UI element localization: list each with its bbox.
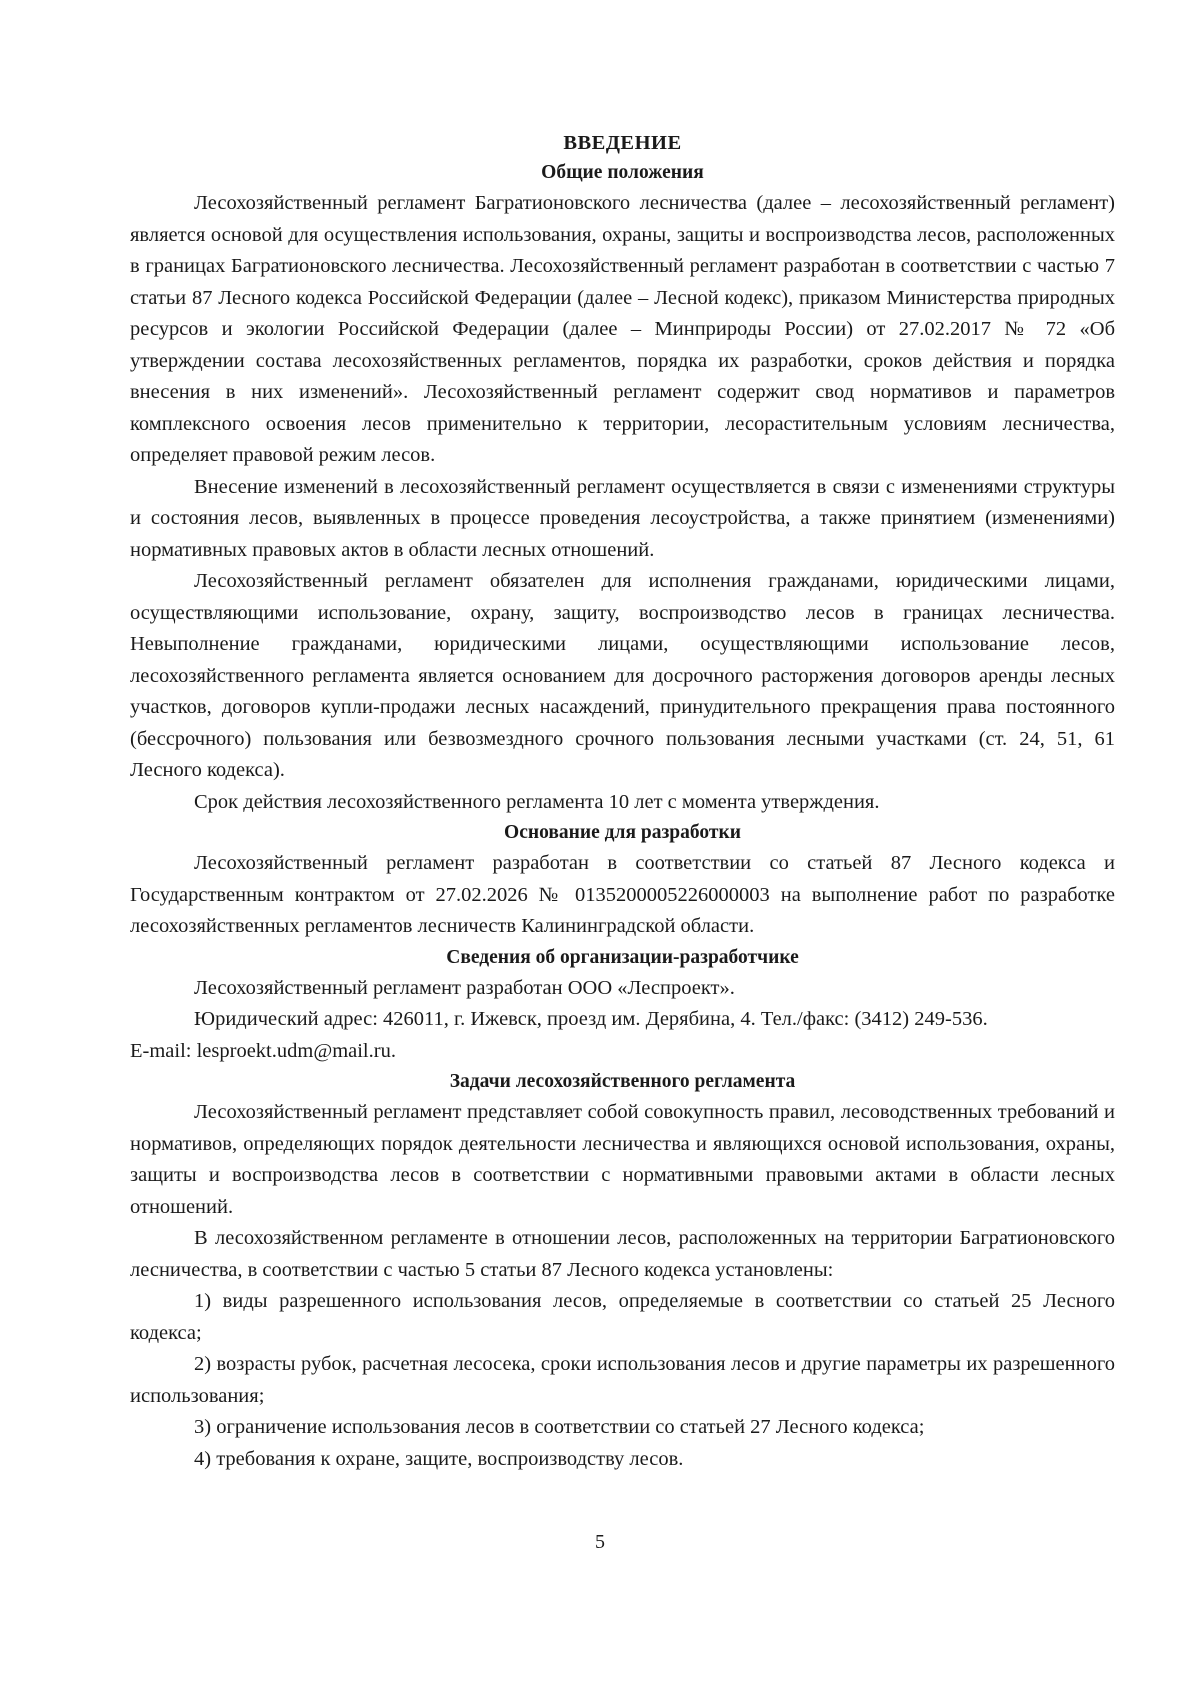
paragraph-tasks-2: В лесохозяйственном регламенте в отношении лесов, расположенных на территории Багратионовского лесничества, в соответствии с частью 5 статьи 87 Лесного кодекса установлены: xyxy=(130,1227,1115,1281)
paragraph-intro-4: Срок действия лесохозяйственного регламента 10 лет с момента утверждения. xyxy=(194,790,880,813)
heading-developer: Сведения об организации-разработчике xyxy=(446,946,799,968)
list-item-1: 1) виды разрешенного использования лесов, определяемые в соответствии со статьей 25 Лесного кодекса; xyxy=(130,1290,1115,1344)
list-item-4: 4) требования к охране, защите, воспроизводству лесов. xyxy=(194,1447,684,1470)
paragraph-developer-email: E-mail: lesproekt.udm@mail.ru. xyxy=(130,1039,396,1062)
paragraph-tasks-1: Лесохозяйственный регламент представляет собой совокупность правил, лесоводственных требований и нормативов, определяющих порядок деятельности лесничества и являющихся основой использования, охраны, защиты и воспроизводства лесов в соответствии с нормативными правовыми актами в области лесных отношений. xyxy=(130,1101,1115,1218)
heading-basis: Основание для разработки xyxy=(504,822,741,843)
paragraph-basis-1: Лесохозяйственный регламент разработан в соответствии со статьей 87 Лесного кодекса и Государственным контрактом от 27.02.2026 № 0135200005226000003 на выполнение работ по разработке лесохозяйственных регламентов лесничеств Калининградской области. xyxy=(130,852,1115,937)
heading-tasks: Задачи лесохозяйственного регламента xyxy=(449,1071,796,1092)
paragraph-developer-address: Юридический адрес: 426011, г. Ижевск, проезд им. Дерябина, 4. Тел./факс: (3412) 249-536. xyxy=(194,1008,988,1030)
paragraph-intro-1: Лесохозяйственный регламент Багратионовского лесничества (далее – лесохозяйственный регламент) является основой для осуществления использования, охраны, защиты и воспроизводства лесов, расположенных в границах Багратионовского лесничества. Лесохозяйственный регламент разработан в соответствии с частью 7 статьи 87 Лесного кодекса Российской Федерации (далее – Лесной кодекс), приказом Министерства природных ресурсов и экологии Российской Федерации (далее – Минприроды России) от 27.02.2017 № 72 «Об утверждении состава лесохозяйственных регламентов, порядка их разработки, сроков действия и порядка внесения в них изменений». Лесохозяйственный регламент содержит свод нормативов и параметров комплексного освоения лесов применительно к территории, лесорастительным условиям лесничества, определяет правовой режим лесов. xyxy=(130,192,1115,466)
list-item-2: 2) возрасты рубок, расчетная лесосека, сроки использования лесов и другие параметры их разрешенного использования; xyxy=(130,1353,1115,1407)
paragraph-intro-3: Лесохозяйственный регламент обязателен для исполнения гражданами, юридическими лицами, осуществляющими использование, охрану, защиту, воспроизводство лесов в границах лесничества. Невыполнение гражданами, юридическими лицами, осуществляющими использование лесов, лесохозяйственного регламента является основанием для досрочного расторжения договоров аренды лесных участков, договоров купли-продажи лесных насаждений, принудительного прекращения права постоянного (бессрочного) пользования или безвозмездного срочного пользования лесными участками (ст. 24, 51, 61 Лесного кодекса). xyxy=(130,570,1115,781)
heading-general-provisions: Общие положения xyxy=(541,162,704,183)
section-title: ВВЕДЕНИЕ xyxy=(563,132,682,154)
document-page xyxy=(130,128,1115,1475)
paragraph-developer-1: Лесохозяйственный регламент разработан ООО «Леспроект». xyxy=(194,976,735,999)
paragraph-intro-2: Внесение изменений в лесохозяйственный регламент осуществляется в связи с изменениями структуры и состояния лесов, выявленных в процессе проведения лесоустройства, а также принятием (изменениями) нормативных правовых актов в области лесных отношений. xyxy=(130,475,1115,561)
page-number: 5 xyxy=(595,1531,605,1553)
list-item-3: 3) ограничение использования лесов в соответствии со статьей 27 Лесного кодекса; xyxy=(194,1416,925,1438)
